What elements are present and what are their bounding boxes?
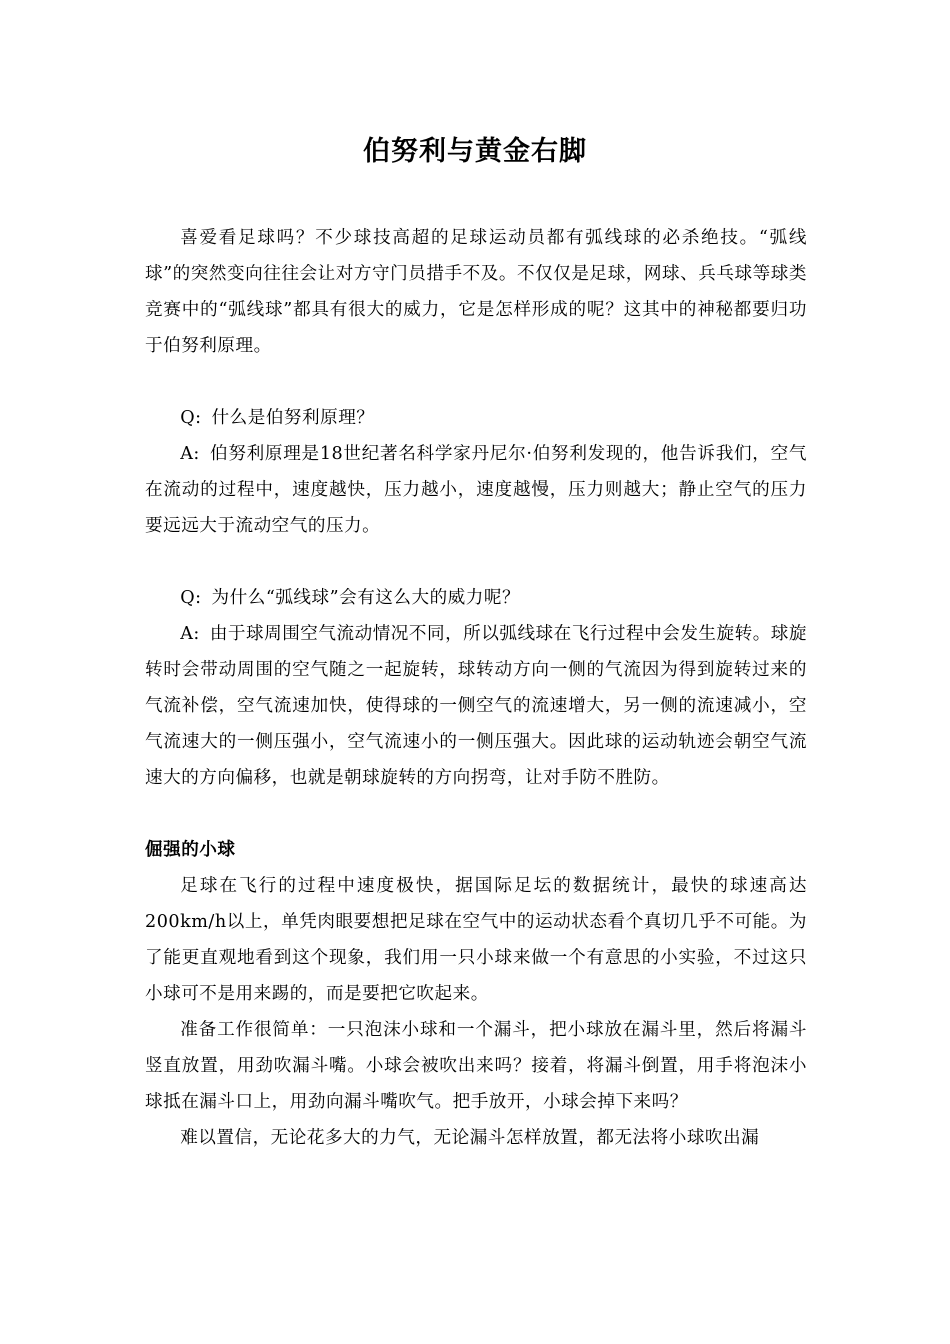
qa-block-1 <box>145 400 807 544</box>
question-label: Q: <box>180 588 202 608</box>
qa-block-2 <box>145 580 807 796</box>
answer-text: 由于球周围空气流动情况不同，所以弧线球在飞行过程中会发生旋转。球旋转时会带动周围的空气随之一起旋转，球转动方向一侧的气流因为得到旋转过来的气流补偿，空气流速加快，使得球的一侧空气的流速增大，另一侧的流速减小，空气流速大的一侧压强小，空气流速小的一侧压强大。因此球的运动轨迹会朝空气流速大的方向偏移，也就是朝球旋转的方向拐弯，让对手防不胜防。 <box>145 624 807 788</box>
intro-paragraph: 喜爱看足球吗？不少球技高超的足球运动员都有弧线球的必杀绝技。“弧线球”的突然变向往往会让对方守门员措手不及。不仅仅是足球，网球、兵乓球等球类竞赛中的“弧线球”都具有很大的威力，它是怎样形成的呢？这其中的神秘都要归功于伯努利原理。 <box>145 228 807 356</box>
section-paragraph-1: 足球在飞行的过程中速度极快，据国际足坛的数据统计，最快的球速高达200km/h以上，单凭肉眼要想把足球在空气中的运动状态看个真切几乎不可能。为了能更直观地看到这个现象，我们用一只小球来做一个有意思的小实验，不过这只小球可不是用来踢的，而是要把它吹起来。 <box>145 876 807 1004</box>
question <box>145 580 807 616</box>
section-heading: 倔强的小球 <box>145 839 236 860</box>
page-title: 伯努利与黄金右脚 <box>363 136 587 167</box>
answer-label: A: <box>180 624 200 644</box>
section <box>145 832 807 1156</box>
answer-text: 伯努利原理是18世纪著名科学家丹尼尔·伯努利发现的，他告诉我们，空气在流动的过程中，速度越快，压力越小，速度越慢，压力则越大；静止空气的压力要远远大于流动空气的压力。 <box>145 444 807 536</box>
section-paragraph-2: 准备工作很简单：一只泡沫小球和一个漏斗，把小球放在漏斗里，然后将漏斗竖直放置，用劲吹漏斗嘴。小球会被吹出来吗？接着，将漏斗倒置，用手将泡沫小球抵在漏斗口上，用劲向漏斗嘴吹气。把手放开，小球会掉下来吗？ <box>145 1020 807 1112</box>
question-label: Q: <box>180 408 202 428</box>
spacer <box>145 544 807 580</box>
spacer <box>145 796 807 832</box>
answer <box>145 616 807 796</box>
answer-label: A: <box>180 444 200 464</box>
question-text: 为什么“弧线球”会有这么大的威力呢？ <box>211 588 521 608</box>
answer <box>145 436 807 544</box>
spacer <box>145 364 807 400</box>
question-text: 什么是伯努利原理？ <box>211 408 375 428</box>
section-paragraph-3: 难以置信，无论花多大的力气，无论漏斗怎样放置，都无法将小球吹出漏 <box>180 1128 760 1148</box>
document-body <box>145 220 807 1156</box>
question <box>145 400 807 436</box>
